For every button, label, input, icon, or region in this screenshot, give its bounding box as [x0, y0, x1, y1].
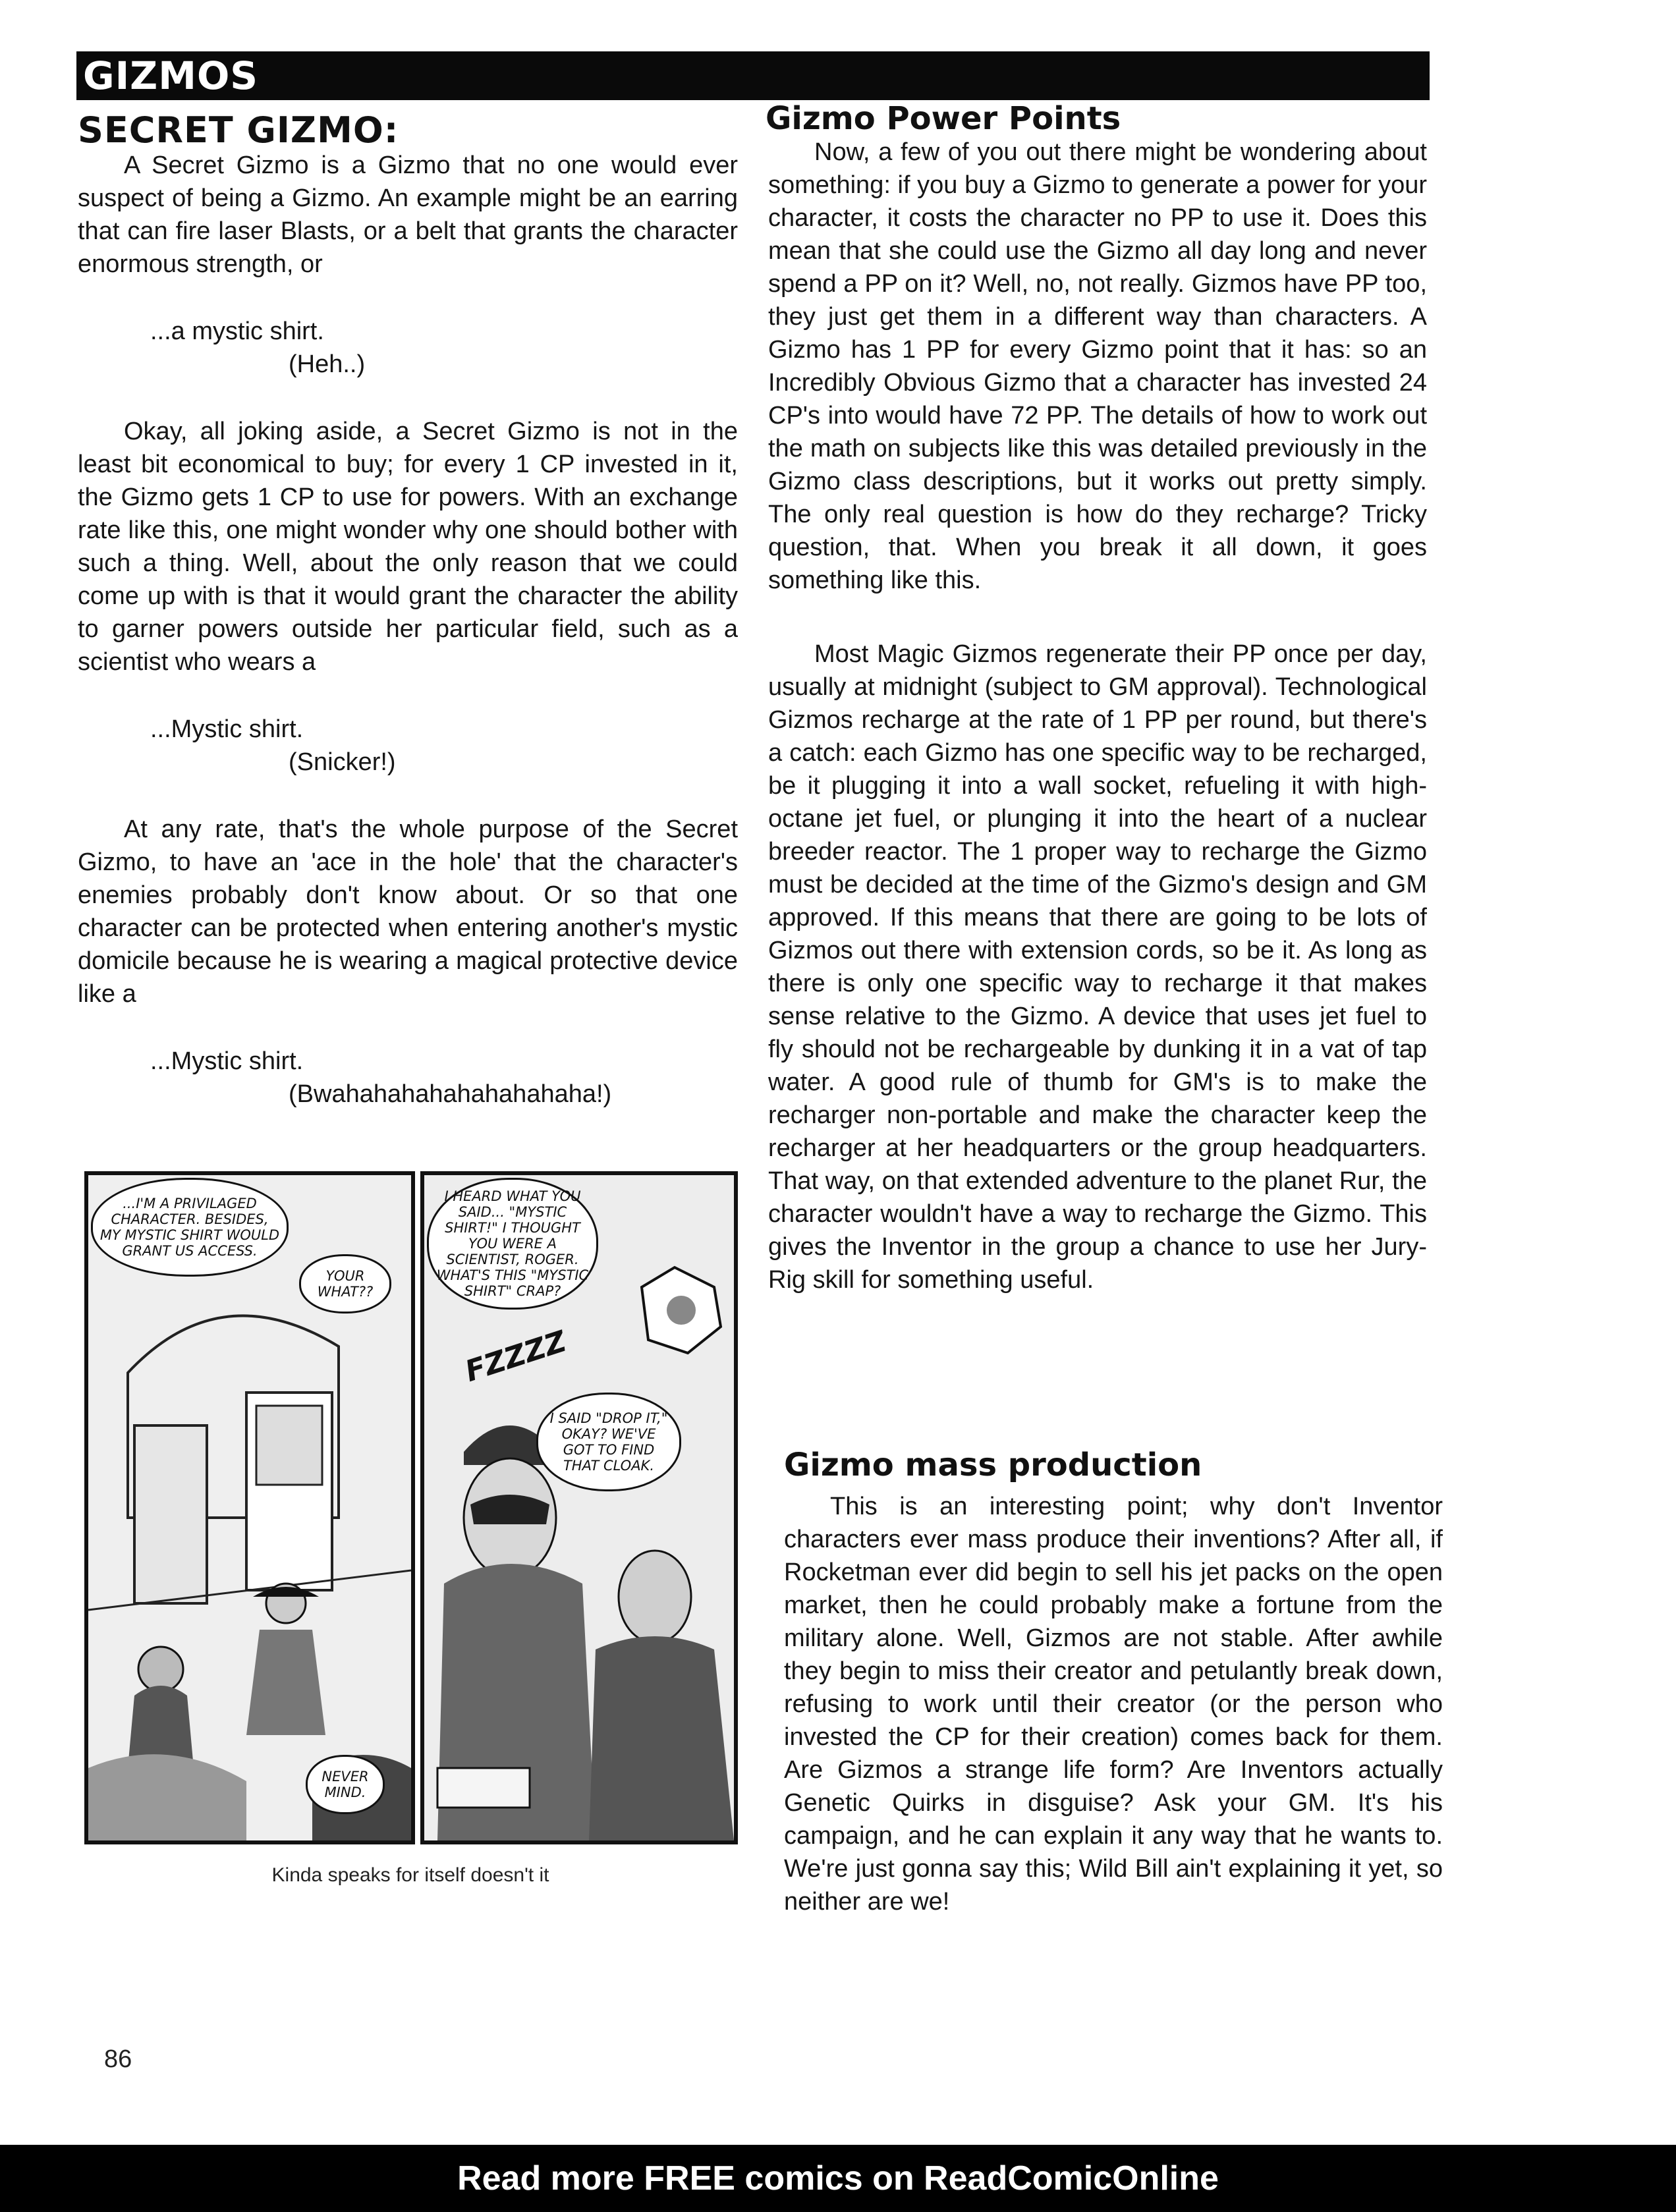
right-column-upper	[768, 136, 1427, 1296]
section-title: GIZMOS	[83, 53, 259, 98]
power-points-paragraph-1: Now, a few of you out there might be wondering about something: if you buy a Gizmo to generate a power for your character, it costs the character no PP to use it. Does this mean that she could use the Gizmo all day long and never spend a PP on it? Well, no, not really. Gizmos have PP too, they just get them in a different way than characters. A Gizmo has 1 PP for every Gizmo point that it has: so an Incredibly Obvious Gizmo that a character has invested 24 CP's into would have 72 PP. The details of how to work out the math on subjects like this was detailed previously in the Gizmo class descriptions, but it works out pretty simply. The only real question is how do they recharge? Tricky question, that. When you break it all down, it goes something like this.	[768, 138, 1427, 594]
promo-footer[interactable]: Read more FREE comics on ReadComicOnline	[0, 2145, 1676, 2212]
right-column-lower	[784, 1490, 1443, 1918]
secret-gizmo-heading: SECRET GIZMO:	[78, 109, 399, 151]
speech-bubble-2: YOUR WHAT??	[299, 1254, 391, 1313]
section-header-bar	[76, 51, 1430, 100]
aside-1-reaction: (Heh..)	[289, 350, 366, 378]
aside-2-reaction: (Snicker!)	[289, 748, 396, 776]
left-column	[78, 149, 738, 1111]
power-points-paragraph-2: Most Magic Gizmos regenerate their PP once per day, usually at midnight (subject to GM approval). Technological Gizmos recharge at the rate of 1 PP per round, but there's a catch: each Gizmo has one specific way to be recharged, be it plugging it into a wall socket, refueling it with high-octane jet fuel, or plunging it into the heart of a nuclear breeder reactor. The 1 proper way to recharge the Gizmo must be decided at the time of the Gizmo's design and GM approved. If this means that there are going to be lots of Gizmos out there with extension cords, so be it. As long as there is only one specific way to recharge it that makes sense relative to the Gizmo. A device that uses jet fuel to fly should not be rechargeable by dunking it in a vat of tap water. A good rule of thumb for GM's is to make the recharger non-portable and make the character keep the recharger at her headquarters or the group headquarters. That way, on that extended adventure to the planet Rur, the character wouldn't have a way to recharge the Gizmo. This gives the Inventor in the group a chance to use her Jury-Rig skill for something useful.	[768, 640, 1427, 1294]
mass-production-paragraph: This is an interesting point; why don't Inventor characters ever mass produce their inventions? After all, if Rocketman ever did begin to sell his jet packs on the open market, then he could probably make a fortune from the military alone. Well, Gizmos are not stable. After awhile they begin to miss their creator and petulantly break down, refusing to work until their creator (or the person who invested the CP for their creation) comes back for them. Are Gizmos a strange life form? Are Inventors actually Genetic Quirks in disguise? Ask your GM. It's his campaign, and he can explain it any way that he wants to. We're just gonna say this; Wild Bill ain't explaining it yet, so neither are we!	[784, 1493, 1443, 1916]
gizmo-power-points-heading: Gizmo Power Points	[766, 100, 1121, 137]
secret-gizmo-paragraph-2: Okay, all joking aside, a Secret Gizmo is not in the least bit economical to buy; for every 1 CP invested in it, the Gizmo gets 1 CP to use for powers. With an exchange rate like this, one might wonder why one should bother with such a thing. Well, about the only reason that we could come up with is that it would grant the character the ability to garner powers outside her particular field, such as a scientist who wears a	[78, 418, 738, 676]
gizmo-mass-production-heading: Gizmo mass production	[784, 1447, 1202, 1483]
sound-effect: FZZZZ	[461, 1324, 571, 1389]
aside-2-line: ...Mystic shirt.	[150, 715, 304, 743]
speech-bubble-5: NEVER MIND.	[306, 1755, 385, 1814]
aside-3-line: ...Mystic shirt.	[150, 1047, 304, 1075]
comic-illustration	[78, 1165, 743, 1883]
aside-1	[78, 315, 738, 381]
comic-caption: Kinda speaks for itself doesn't it	[271, 1864, 549, 1886]
speech-bubble-3: I HEARD WHAT YOU SAID... "MYSTIC SHIRT!" I THOUGHT YOU WERE A SCIENTIST, ROGER. WHAT'S THIS "MYSTIC SHIRT" CRAP?	[427, 1178, 598, 1310]
secret-gizmo-paragraph-1: A Secret Gizmo is a Gizmo that no one would ever suspect of being a Gizmo. An example might be an earring that can fire laser Blasts, or a belt that grants the character enormous strength, or	[78, 152, 738, 278]
page-number: 86	[104, 2045, 132, 2073]
speech-bubble-4: I SAID "DROP IT," OKAY? WE'VE GOT TO FIND THAT CLOAK.	[536, 1393, 681, 1491]
aside-3	[78, 1045, 738, 1111]
comic-panel-left	[84, 1171, 415, 1844]
speech-bubble-1: ...I'M A PRIVILAGED CHARACTER. BESIDES, MY MYSTIC SHIRT WOULD GRANT US ACCESS.	[91, 1178, 289, 1277]
comic-panel-right	[420, 1171, 738, 1844]
secret-gizmo-paragraph-3: At any rate, that's the whole purpose of the Secret Gizmo, to have an 'ace in the hole' that the character's enemies probably don't know about. Or so that one character can be protected when entering another's mystic domicile because he is wearing a magical protective device like a	[78, 816, 738, 1008]
aside-1-line: ...a mystic shirt.	[150, 318, 324, 345]
aside-3-reaction: (Bwahahahahahahahahaha!)	[289, 1080, 612, 1108]
aside-2	[78, 713, 738, 779]
